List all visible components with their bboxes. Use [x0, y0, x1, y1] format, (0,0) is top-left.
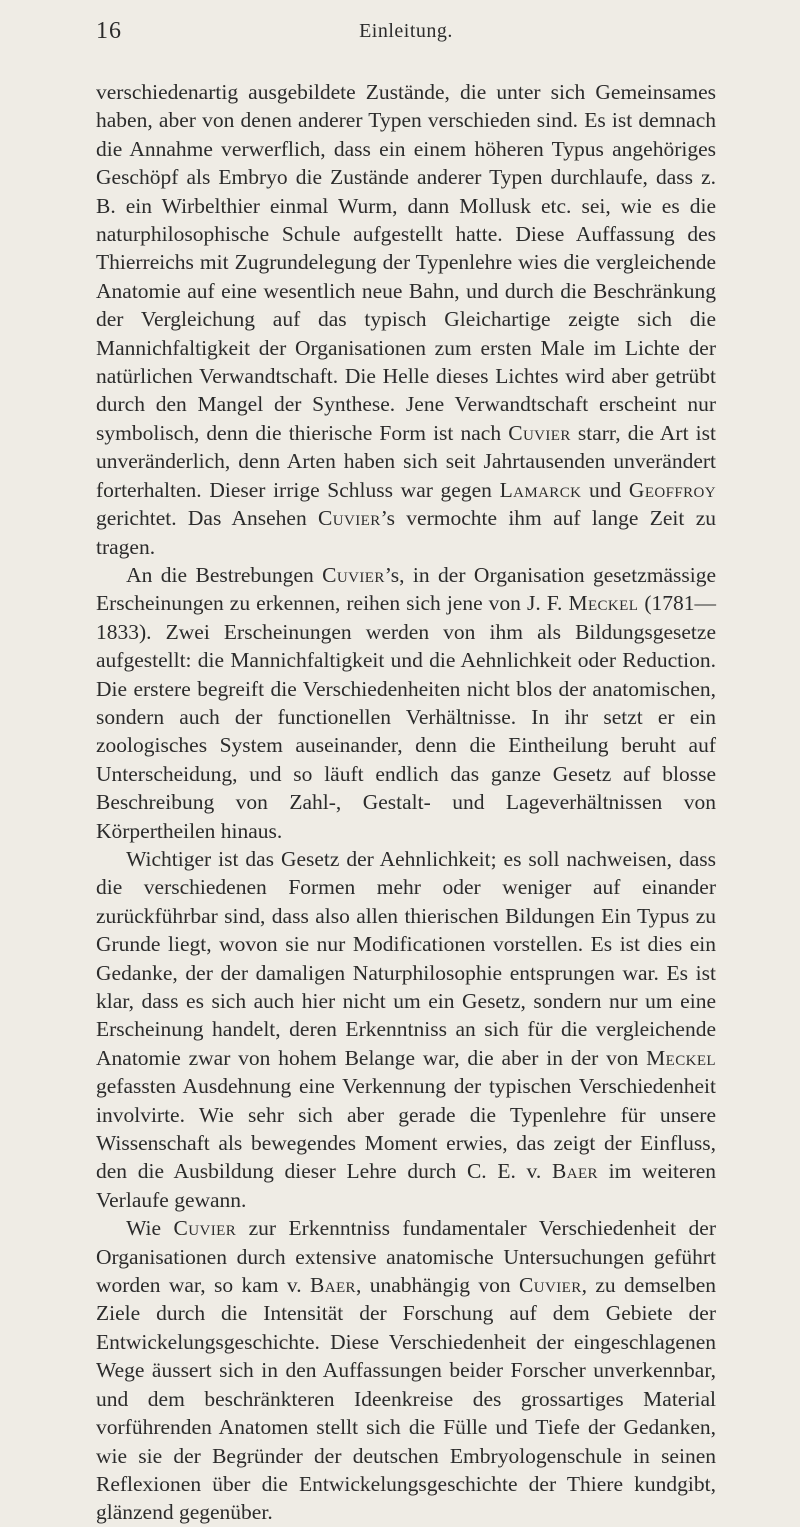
author-name: Cuvier [508, 420, 571, 445]
author-name: Baer [551, 1159, 598, 1184]
paragraph: Wie Cuvier zur Erkenntniss fundamentaler Verschiedenheit der Organisationen durch extensive anatomische Untersuchungen geführt worden war, so kam v. Baer, unabhängig von Cuvier, zu demselben Ziele durch die Intensität der Forschung auf dem Gebiete der Entwickelungsgeschichte. Diese Verschiedenheit der eingeschlagenen Wege äussert sich in den Auffassungen beider Forscher unverkennbar, und dem beschränkteren Ideenkreise des grossartiges Material vorführenden Anatomen stellt sich die Fülle und Tiefe der Gedanken, wie sie der Begründer der deutschen Embryologenschule in seinen Reflexionen über die Entwickelungsgeschichte der Thiere kundgibt, glänzend gegenüber. [96, 1216, 717, 1525]
author-name: Lamarck [499, 477, 582, 502]
author-name: Cuvier [519, 1273, 582, 1298]
paragraph: An die Bestrebungen Cuvier’s, in der Organisation gesetzmässige Erscheinungen zu erkennen, reihen sich jene von J. F. Meckel (1781—1833). Zwei Erscheinungen werden von ihm als Bildungsgesetze aufgestellt: die Mannichfaltigkeit und die Aehnlichkeit oder Reduction. Die erstere begreift die Verschiedenheiten nicht blos der anatomischen, sondern auch der functionellen Verhältnisse. In ihr setzt er ein zoologisches System auseinander, denn die Eintheilung beruht auf Unterscheidung, und so läuft endlich das ganze Gesetz auf blosse Beschreibung von Zahl-, Gestalt- und Lageverhältnissen von Körpertheilen hinaus. [96, 562, 717, 843]
paragraph: verschiedenartig ausgebildete Zustände, die unter sich Gemeinsames haben, aber von denen anderer Typen verschieden sind. Es ist demnach die Annahme verwerflich, dass ein einem höheren Typus angehöriges Geschöpf als Embryo die Zustände anderer Typen durchlaufe, dass z. B. ein Wirbelthier einmal Wurm, dann Mollusk etc. sei, wie es die naturphilosophische Schule aufgestellt hatte. Diese Auffassung des Thierreichs mit Zugrundelegung der Typenlehre wies die vergleichende Anatomie auf eine wesentlich neue Bahn, und durch die Beschränkung der Vergleichung auf das typisch Gleichartige zeigte sich die Mannichfaltigkeit der Organisationen zum ersten Male im Lichte der natürlichen Verwandtschaft. Die Helle dieses Lichtes wird aber getrübt durch den Mangel der Synthese. Jene Verwandtschaft erscheint nur symbolisch, denn die thierische Form ist nach Cuvier starr, die Art ist unveränderlich, denn Arten haben sich seit Jahrtausenden unverändert forterhalten. Dieser irrige Schluss war gegen Lamarck und Geoffroy gerichtet. Das Ansehen Cuvier’s vermochte ihm auf lange Zeit zu tragen. [96, 80, 716, 559]
page-header [96, 18, 716, 54]
body-text [96, 78, 716, 1527]
author-name: Meckel [568, 591, 639, 616]
page-number: 16 [96, 18, 122, 44]
author-name: Meckel [646, 1045, 716, 1070]
author-name: Baer [310, 1273, 356, 1298]
author-name: Geoffroy [628, 477, 716, 502]
author-name: Cuvier [318, 506, 381, 531]
running-head: Einleitung. [359, 20, 453, 42]
author-name: Cuvier [173, 1216, 237, 1241]
author-name: Cuvier [322, 562, 385, 587]
paragraph: Wichtiger ist das Gesetz der Aehnlichkeit; es soll nachweisen, dass die verschiedenen Formen mehr oder weniger auf einander zurückführbar sind, dass also allen thierischen Bildungen Ein Typus zu Grunde liegt, wovon sie nur Modificationen vorstellen. Es ist dies ein Gedanke, der der damaligen Naturphilosophie entsprungen war. Es ist klar, dass es sich auch hier nicht um ein Gesetz, sondern nur um eine Erscheinung handelt, deren Erkenntniss an sich für die vergleichende Anatomie zwar von hohem Belange war, die aber in der von Meckel gefassten Ausdehnung eine Verkennung der typischen Verschiedenheit involvirte. Wie sehr sich aber gerade die Typenlehre für unsere Wissenschaft als bewegendes Moment erwies, das zeigt der Einfluss, den die Ausbildung dieser Lehre durch C. E. v. Baer im weiteren Verlaufe gewann. [96, 846, 716, 1212]
